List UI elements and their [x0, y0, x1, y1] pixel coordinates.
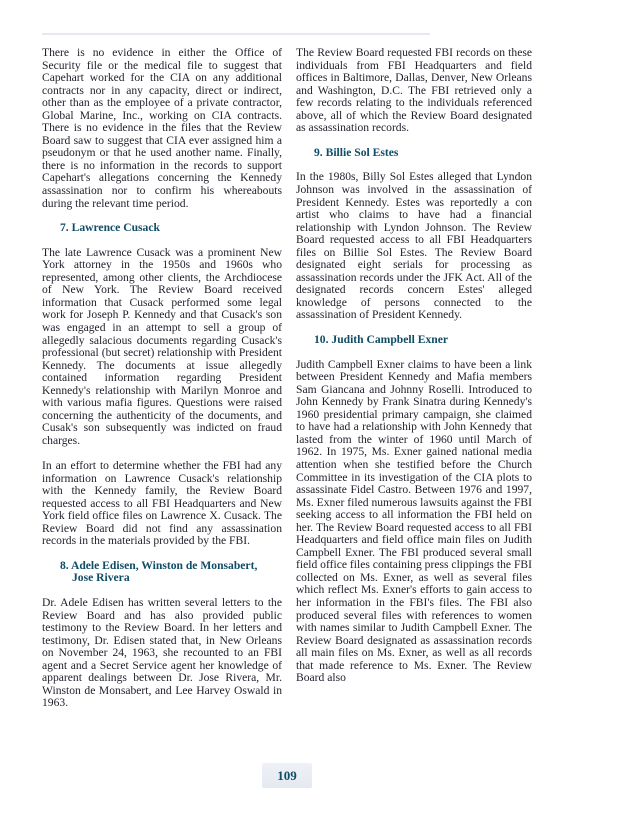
left-column [42, 47, 282, 710]
section-heading-edisen-monsabert-rivera [42, 560, 282, 585]
right-column [296, 47, 532, 685]
section-heading-lawrence-cusack: 7. Lawrence Cusack [60, 221, 160, 235]
section-heading-billie-sol-estes: 9. Billie Sol Estes [314, 145, 399, 159]
heading-line-2: Jose Rivera [72, 571, 130, 585]
paragraph-fbi-records-request: The Review Board requested FBI records on these individuals from FBI Headquarters and field offices in Baltimore, Dallas, Denver, New Orleans and Washington, D.C. The FBI retrieved only a few records relating to the individuals referenced above, all of which the Review Board designated as assassination records. [296, 46, 532, 135]
paragraph-capehart-conclusion: There is no evidence in either the Office of Security file or the medical file to suggest that Capehart worked for the CIA on any additional contracts nor in any capacity, direct or indirect, other than as the employee of a private contractor, Global Marine, Inc., working on CIA contracts. There is no evidence in the files that the Review Board saw to suggest that CIA ever assigned him a pseudonym or that he used another name. Finally, there is no information in the records to support Capehart's allegations concerning the Kennedy assassination nor to confirm his whereabouts during the relevant time period. [42, 46, 282, 210]
section-heading-judith-campbell-exner: 10. Judith Campbell Exner [314, 332, 448, 346]
heading-line-1: 8. Adele Edisen, Winston de Monsabert, [60, 558, 258, 572]
paragraph-estes: In the 1980s, Billy Sol Estes alleged that Lyndon Johnson was involved in the assassination of President Kennedy. Estes was reportedly a con artist who claims to have had a financial relationship with Lyndon Johnson. The Review Board requested access to all FBI Headquarters files on Billie Sol Estes. The Review Board designated eight serials for processing as assassination records under the JFK Act. All of the designated records concern Estes' alleged knowledge of persons connected to the assassination of President Kennedy. [296, 170, 532, 322]
page-number: 109 [262, 763, 312, 788]
paragraph-cusack-background: The late Lawrence Cusack was a prominent New York attorney in the 1950s and 1960s who represented, among other clients, the Archdiocese of New York. The Review Board received information that Cusack performed some legal work for Joseph P. Kennedy and that Cusack's son was engaged in an attempt to sell a group of allegedly salacious documents regarding Cusack's professional (but secret) relationship with President Kennedy. The documents at issue allegedly contained information regarding President Kennedy's relationship with Marilyn Monroe and with various mafia figures. Questions were raised concerning the authenticity of the documents, and Cusak's son subsequently was indicted on fraud charges. [42, 245, 282, 447]
paragraph-cusack-fbi-request: In an effort to determine whether the FBI had any information on Lawrence Cusack's relationship with the Kennedy family, the Review Board requested access to all FBI Headquarters and New York field office files on Lawrence X. Cusack. The Review Board did not find any assassination records in the materials provided by the FBI. [42, 458, 282, 548]
header-rule [42, 33, 430, 35]
paragraph-edisen-testimony: Dr. Adele Edisen has written several letters to the Review Board and has also provided public testimony to the Review Board. In her letters and testimony, Dr. Edisen stated that, in New Orleans on November 24, 1963, she recounted to an FBI agent and a Secret Service agent her knowledge of apparent dealings between Dr. Jose Rivera, Mr. Winston de Monsabert, and Lee Harvey Oswald in 1963. [42, 595, 282, 710]
paragraph-exner: Judith Campbell Exner claims to have been a link between President Kennedy and Mafia members Sam Giancana and Johnny Roselli. Introduced to John Kennedy by Frank Sinatra during Kennedy's 1960 presidential primary campaign, she claimed to have had a relationship with John Kennedy that lasted from the winter of 1960 until March of 1962. In 1975, Ms. Exner gained national media attention when she testified before the Church Committee in its investigation of the CIA plots to assassinate Fidel Castro. Between 1976 and 1997, Ms. Exner filed numerous lawsuits against the FBI seeking access to all information the FBI held on her. The Review Board requested access to all FBI Headquarters and field office main files on Judith Campbell Exner. The FBI produced several small field office files containing press clippings the FBI collected on Ms. Exner, as well as several files which reflect Ms. Exner's efforts to gain access to her information in the FBI's files. The FBI also produced several files with references to women with names similar to Judith Campbell Exner. The Review Board designated as assassination records all main files on Ms. Exner, as well as all records that made reference to Ms. Exner. The Review Board also [296, 357, 532, 685]
